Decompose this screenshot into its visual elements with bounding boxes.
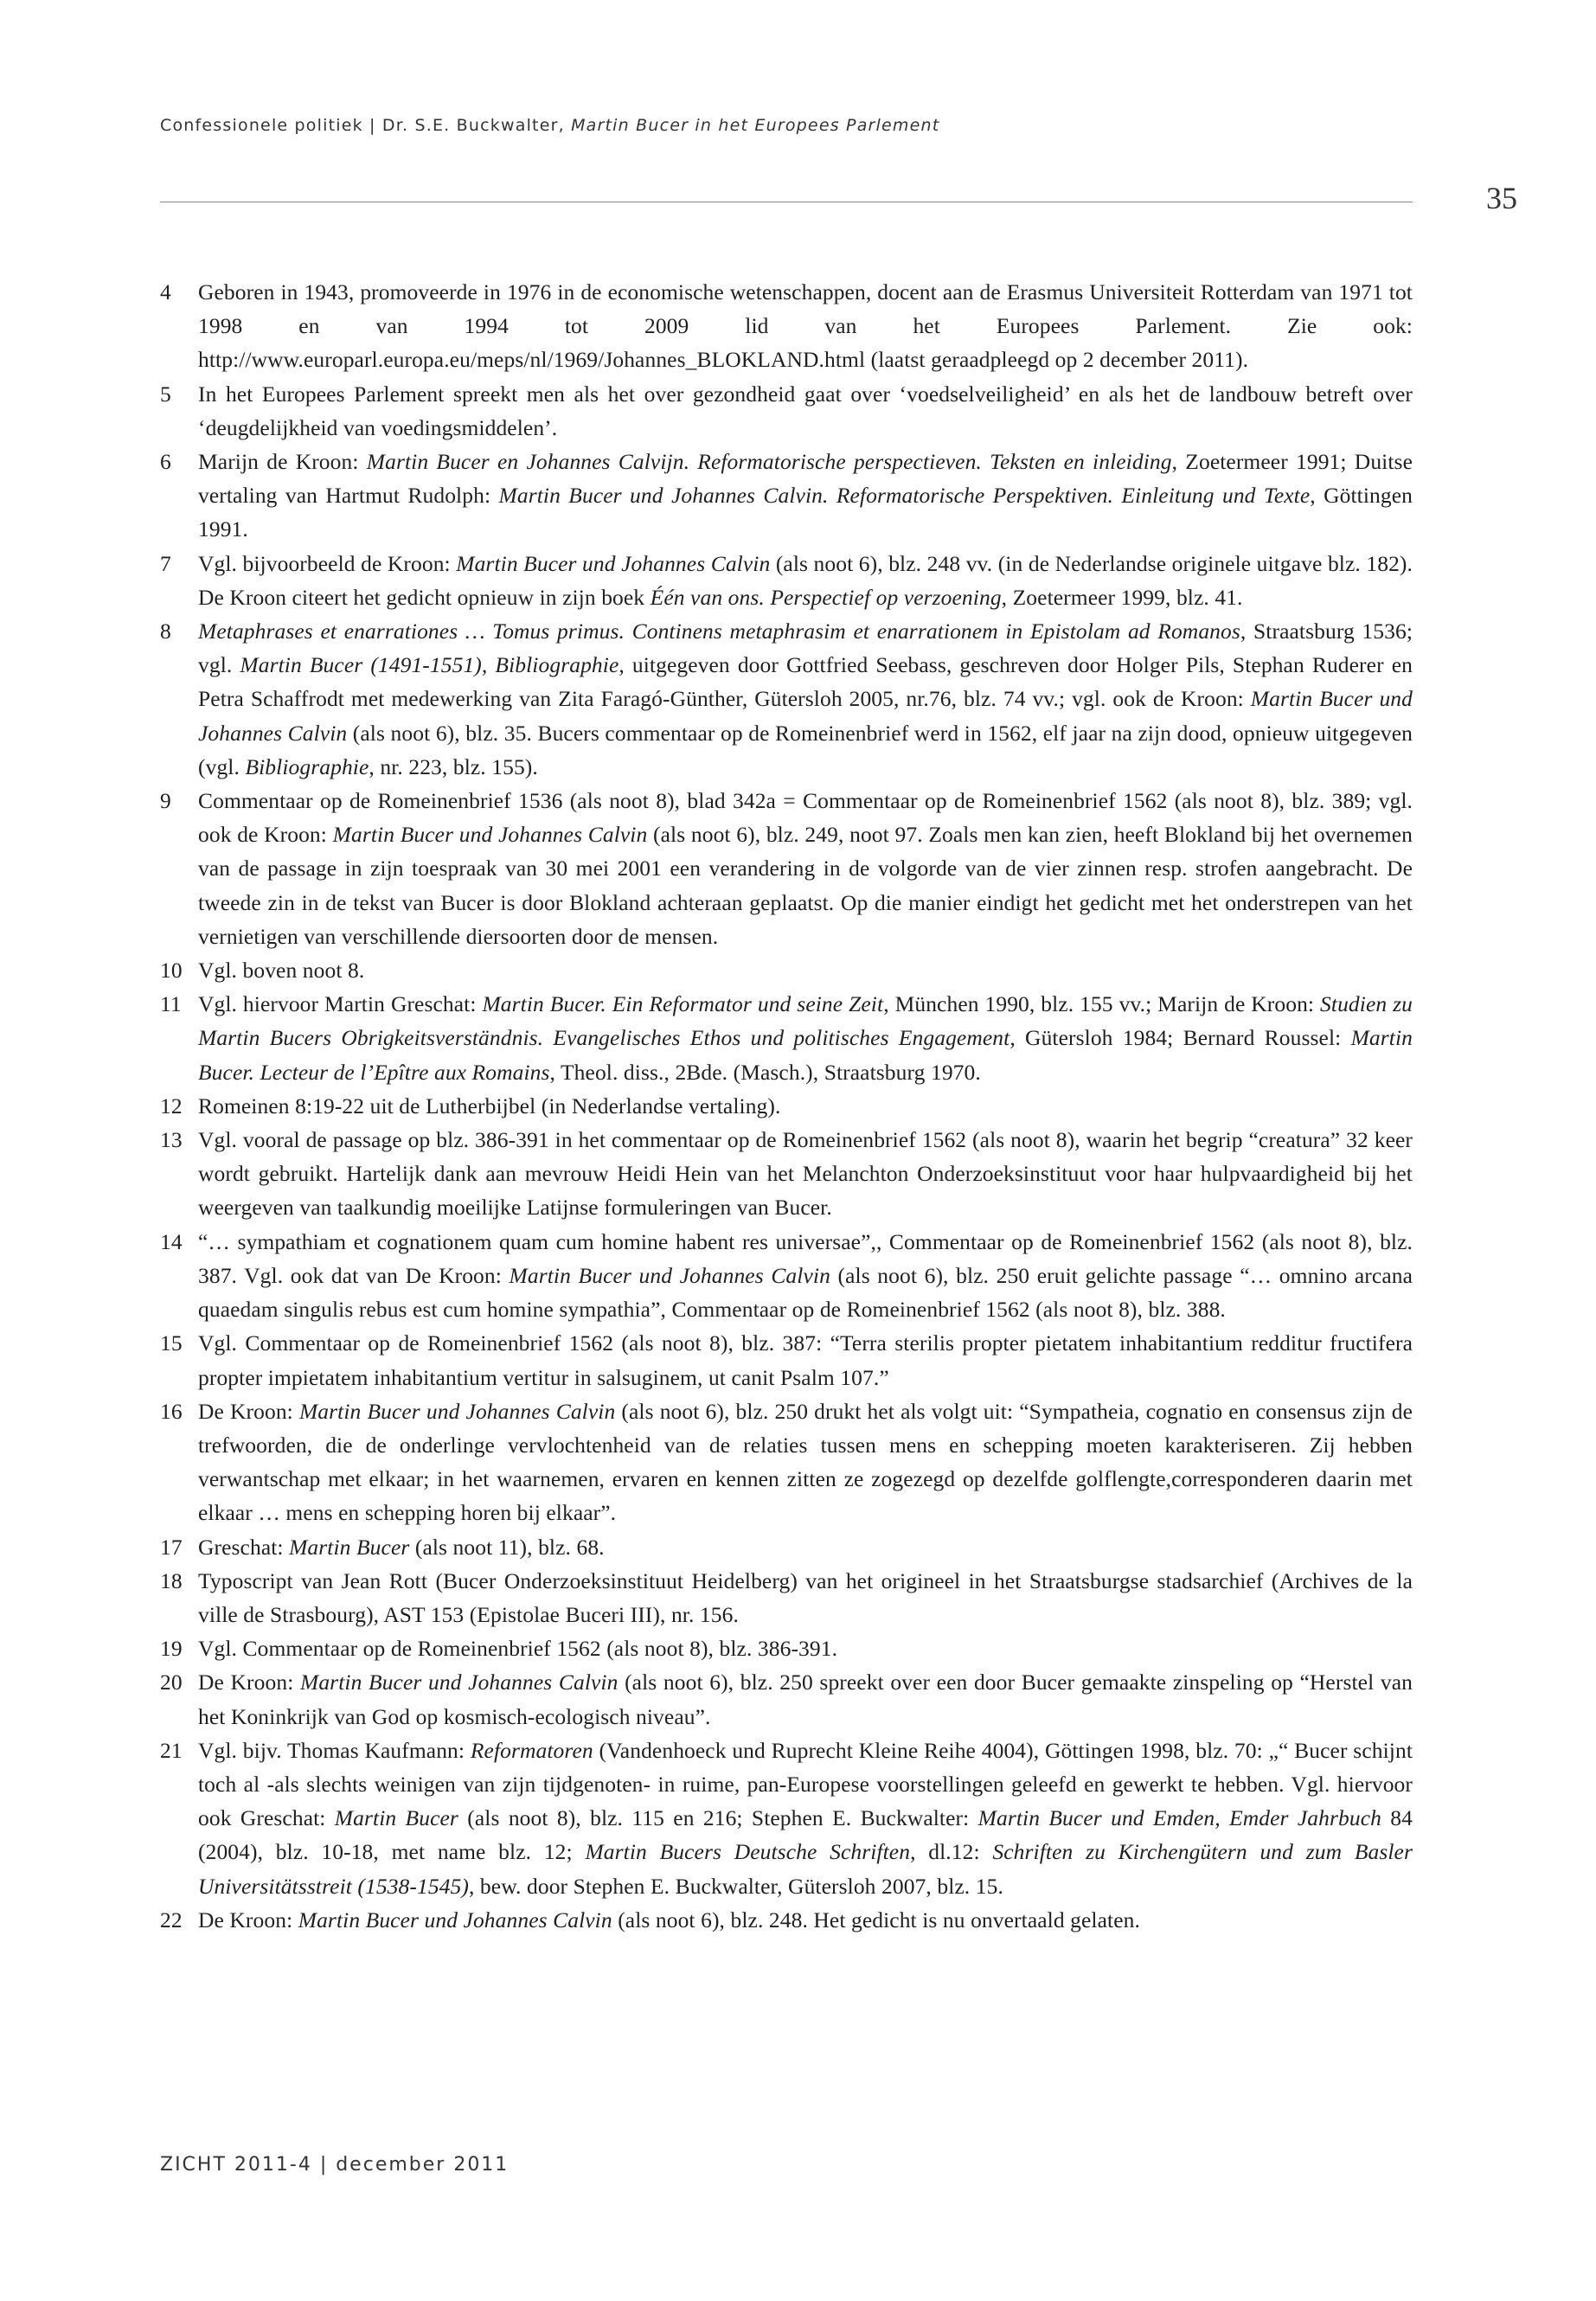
footnote-text-run: (als noot 8), blz. 115 en 216; Stephen E. Buckwalter: (458, 1805, 978, 1831)
footnote-italic-title: Martin Bucer en Johannes Calvijn. Reformatorische perspectieven. Teksten en inleiding (366, 449, 1172, 475)
footnote-text (198, 1225, 1413, 1327)
footnote-text-run: , Zoetermeer 1999, blz. 41. (1001, 584, 1243, 610)
footnote-text (198, 1394, 1413, 1530)
footnote-italic-title: Martin Bucer und Johannes Calvin (298, 1398, 616, 1424)
footnote (160, 953, 1413, 987)
footnote (160, 275, 1413, 377)
footnote-text-run: , nr. 223, blz. 155). (369, 753, 538, 779)
footnote-text-run: (als noot 11), blz. 68. (409, 1534, 605, 1560)
footnote-number: 4 (160, 279, 171, 304)
footnote-text (198, 377, 1413, 445)
footnote-text-run: De Kroon: (198, 1907, 298, 1932)
footnote-text-run: (als noot 6), blz. 248. Het gedicht is nu onvertaald gelaten. (612, 1907, 1140, 1932)
footnote-number: 11 (160, 991, 182, 1017)
footnote (160, 1123, 1413, 1225)
footnote-text-run: (als noot 6), blz. 248 vv. (in de Nederlandse originele uitgave blz. 182). De Kroon citeert het gedicht opnieuw in zijn boek (198, 550, 1413, 610)
footnote-text-run: Vgl. Commentaar op de Romeinenbrief 1562 (als noot 8), blz. 386-391. (198, 1636, 838, 1662)
footnote (160, 547, 1413, 614)
footnote (160, 1734, 1413, 1903)
footnote-text (198, 445, 1413, 547)
footnote-number: 9 (160, 788, 171, 814)
footnote (160, 1089, 1413, 1123)
footnote-text-run: (Vandenhoeck und Ruprecht Kleine Reihe 4004), Göttingen 1998, blz. 70: „“ Bucer schijnt toch al -als slechts weinigen van zijn tijdgenoten- in ruime, pan-Europese voorstellingen geleefd en gewerkt te hebben. Vgl. hiervoor ook Greschat: (198, 1737, 1413, 1831)
footnote-italic-title: Studien zu Martin Bucers Obrigkeitsverständnis. Evangelisches Ethos und politisches Engagement (198, 991, 1413, 1051)
footnote (160, 1225, 1413, 1327)
footnote-text (198, 614, 1413, 784)
footnote-text (198, 1631, 1413, 1665)
footnote-text-run: , Theol. diss., 2Bde. (Masch.), Straatsburg 1970. (549, 1059, 981, 1085)
footnote (160, 377, 1413, 445)
footnote-text-run: (als noot 6), blz. 35. Bucers commentaar op de Romeinenbrief werd in 1562, elf jaar na zijn dood, opnieuw uitgegeven (vgl. (198, 720, 1413, 779)
footnotes-list (160, 275, 1413, 1937)
footnote-italic-title: Bibliographie (245, 753, 369, 779)
footnote-italic-title: Martin Bucer und Johannes Calvin (456, 550, 771, 576)
footnote-text-run: De Kroon: (198, 1670, 300, 1695)
footnote-text-run: (als noot 6), blz. 250 eruit gelichte passage “… omnino arcana quaedam singulis rebus est cum homine sympathia”, Commentaar op de Romeinenbrief 1562 (als noot 8), blz. 388. (198, 1262, 1413, 1323)
footnote (160, 1903, 1413, 1937)
footnote-number: 15 (160, 1330, 183, 1356)
footnote-text-run: (als noot 6), blz. 250 drukt het als volgt uit: “Sympatheia, cognatio en consensus zijn de trefwoorden, die de onderlinge vervlochtenheid van de relaties tussen mens en schepping moeten karakteriseren. Zij hebben verwantschap met elkaar; in het waarnemen, ervaren en kennen zitten ze zogezegd op dezelfde golflengte,corresponderen daarin met elkaar … mens en schepping horen bij elkaar”. (198, 1398, 1413, 1526)
footnote-text-run: (als noot 6), blz. 249, noot 97. Zoals men kan zien, heeft Blokland bij het overnemen van de passage in zijn toespraak van 30 mei 2001 een verandering in de volgorde van de vier zinnen resp. strofen aangebracht. De tweede zin in de tekst van Bucer is door Blokland achteraan geplaatst. Op die manier eindigt het gedicht met het onderstrepen van het vernietigen van verschillende diersoorten door de mensen. (198, 822, 1413, 949)
footnote-text-run: Commentaar op de Romeinenbrief 1536 (als noot 8), blad 342a = Commentaar op de Romeinenbrief 1562 (als noot 8), blz. 389; vgl. ook de Kroon: (198, 788, 1413, 848)
footnote-text-run: Vgl. hiervoor Martin Greschat: (198, 991, 483, 1017)
footnote-italic-title: Martin Bucer und Johannes Calvin (198, 686, 1413, 746)
footnote-number: 7 (160, 550, 171, 576)
footnote-italic-title: Martin Bucer und Emden, Emder Jahrbuch (977, 1805, 1381, 1831)
footnote-number: 22 (160, 1907, 183, 1932)
running-head-prefix: Confessionele politiek | Dr. S.E. Buckwalter, (160, 116, 572, 135)
footnote-text-run: De Kroon: (198, 1398, 299, 1424)
footnote-italic-title: Martin Bucer (334, 1805, 458, 1831)
footnote-text-run: Geboren in 1943, promoveerde in 1976 in de economische wetenschappen, docent aan de Erasmus Universiteit Rotterdam van 1971 tot 1998 en van 1994 tot 2009 lid van het Europees Parlement. Zie ook: http://www.europarl.europa.eu/meps/nl/1969/Johannes_BLOKLAND.html (laatst geraadpleegd op 2 december 2011). (198, 279, 1413, 373)
footnote-text-run: Typoscript van Jean Rott (Bucer Onderzoeksinstituut Heidelberg) van het origineel in het Straatsburgse stadsarchief (Archives de la ville de Strasbourg), AST 153 (Epistolae Buceri III), nr. 156. (198, 1567, 1413, 1627)
footnote-italic-title: Reformatoren (470, 1737, 593, 1763)
footnote-text (198, 953, 1413, 987)
footnote-number: 18 (160, 1567, 183, 1593)
footnote-italic-title: Martin Bucer. Lecteur de l’Epître aux Romains (198, 1025, 1413, 1085)
footnote-text-run: Vgl. vooral de passage op blz. 386-391 in het commentaar op de Romeinenbrief 1562 (als noot 8), waarin het begrip “creatura” 32 keer wordt gebruikt. Hartelijk dank aan mevrouw Heidi Hein van het Melanchton Onderzoeksinstituut voor haar hulpvaardigheid bij het weergeven van taalkundig moeilijke Latijnse formuleringen van Bucer. (198, 1127, 1413, 1221)
footnote-italic-title: Martin Bucer (289, 1534, 410, 1560)
footnote-number: 5 (160, 381, 171, 407)
footnote-text-run: (als noot 6), blz. 250 spreekt over een door Bucer gemaakte zinspeling op “Herstel van het Koninkrijk van God op kosmisch-ecologisch niveau”. (198, 1670, 1413, 1729)
footnote (160, 784, 1413, 953)
footnote-text-run: Greschat: (198, 1534, 290, 1560)
footnote-text-run: , Zoetermeer 1991; Duitse vertaling van Hartmut Rudolph: (198, 449, 1413, 509)
footnote-text (198, 547, 1413, 614)
footnote (160, 1530, 1413, 1564)
footnote-text-run: Marijn de Kroon: (198, 449, 367, 475)
footnote-number: 8 (160, 619, 171, 644)
footnote-text (198, 784, 1413, 953)
footnote (160, 1394, 1413, 1530)
footnote-number: 17 (160, 1534, 183, 1560)
footnote-text-run: , Gütersloh 1984; Bernard Roussel: (1010, 1025, 1351, 1051)
page-number: 35 (1486, 181, 1517, 215)
running-head-title: Martin Bucer in het Europees Parlement (571, 116, 940, 135)
footnote (160, 445, 1413, 547)
footnote-text-run: “… sympathiam et cognationem quam cum homine habent res universae”,, Commentaar op de Romeinenbrief 1562 (als noot 8), blz. 387. Vgl. ook dat van De Kroon: (198, 1228, 1413, 1288)
footnote-italic-title: Martin Bucer und Johannes Calvin (298, 1907, 612, 1932)
footnote-text (198, 1326, 1413, 1394)
footnote-italic-title: Martin Bucer und Johannes Calvin (332, 822, 648, 848)
footnote-text (198, 1564, 1413, 1631)
footnote-italic-title: Martin Bucers Deutsche Schriften (585, 1839, 911, 1865)
footnote-italic-title: Één van ons. Perspectief op verzoening (650, 584, 1002, 610)
footnote-number: 10 (160, 958, 183, 984)
footnote-text (198, 1530, 1413, 1564)
footnote-number: 21 (160, 1737, 183, 1763)
footnote (160, 1631, 1413, 1665)
footnote-italic-title: Martin Bucer (1491-1551), Bibliographie (240, 652, 619, 678)
footnote-number: 19 (160, 1636, 183, 1662)
running-head (160, 116, 939, 135)
footnote (160, 614, 1413, 784)
footnote (160, 1564, 1413, 1631)
footnote-italic-title: Martin Bucer und Johannes Calvin (509, 1262, 830, 1288)
footnote-text-run: , uitgegeven door Gottfried Seebass, geschreven door Holger Pils, Stephan Ruderer en Petra Schaffrodt met medewerking van Zita Faragó-Günther, Gütersloh 2005, nr.76, blz. 74 vv.; vgl. ook de Kroon: (198, 652, 1413, 712)
footnote (160, 1326, 1413, 1394)
footnote-text (198, 1665, 1413, 1733)
footnote-text (198, 1123, 1413, 1225)
footnote-number: 12 (160, 1093, 183, 1118)
footnote-text (198, 275, 1413, 377)
footnote-text-run: , bew. door Stephen E. Buckwalter, Gütersloh 2007, blz. 15. (468, 1873, 1003, 1899)
footnote-text-run: In het Europees Parlement spreekt men als het over gezondheid gaat over ‘voedselveiligheid’ en als het de landbouw betreft over ‘deugdelijkheid van voedingsmiddelen’. (198, 381, 1413, 440)
footnote-italic-title: Martin Bucer. Ein Reformator und seine Zeit (482, 991, 884, 1017)
footnote-italic-title: Martin Bucer und Johannes Calvin (299, 1670, 619, 1695)
footnote-number: 6 (160, 449, 171, 475)
footnote-number: 14 (160, 1228, 183, 1254)
footnote-italic-title: Metaphrases et enarrationes … Tomus primus. Continens metaphrasim et enarrationem in Epistolam ad Romanos (198, 619, 1240, 644)
footnote (160, 987, 1413, 1089)
footnote-text (198, 1089, 1413, 1123)
footnote-text-run: Vgl. bijvoorbeeld de Kroon: (198, 550, 457, 576)
footnote-text-run: 84 (2004), blz. 10-18, met name blz. 12; (198, 1805, 1413, 1865)
footnote-text-run: Romeinen 8:19-22 uit de Lutherbijbel (in Nederlandse vertaling). (198, 1093, 781, 1118)
footnote (160, 1665, 1413, 1733)
footnote-text-run: , Göttingen 1991. (198, 483, 1413, 542)
footnote-text (198, 1734, 1413, 1903)
footnote-text-run: Vgl. boven noot 8. (198, 958, 365, 984)
footnote-number: 20 (160, 1670, 183, 1695)
footnote-text (198, 1903, 1413, 1937)
footnote-text-run: Vgl. Commentaar op de Romeinenbrief 1562 (als noot 8), blz. 387: “Terra sterilis propter pietatem inhabitantium redditur fructifera propter impietatem inhabitantium vertitur in salsuginem, ut canit Psalm 107.” (198, 1330, 1413, 1390)
footnote-text-run: , München 1990, blz. 155 vv.; Marijn de Kroon: (883, 991, 1321, 1017)
footnote-text-run: , dl.12: (910, 1839, 993, 1865)
footnote-text-run: Vgl. bijv. Thomas Kaufmann: (198, 1737, 471, 1763)
footnote-italic-title: Martin Bucer und Johannes Calvin. Reformatorische Perspektiven. Einleitung und Texte (498, 483, 1311, 509)
footnote-text-run: , Straatsburg 1536; vgl. (198, 619, 1413, 678)
footnote-italic-title: Schriften zu Kirchengütern und zum Basler Universitätsstreit (1538-1545) (198, 1839, 1413, 1899)
journal-footer: ZICHT 2011-4 | december 2011 (160, 2154, 510, 2176)
footnote-number: 13 (160, 1127, 183, 1153)
footnote-number: 16 (160, 1398, 183, 1424)
footnote-text (198, 987, 1413, 1089)
